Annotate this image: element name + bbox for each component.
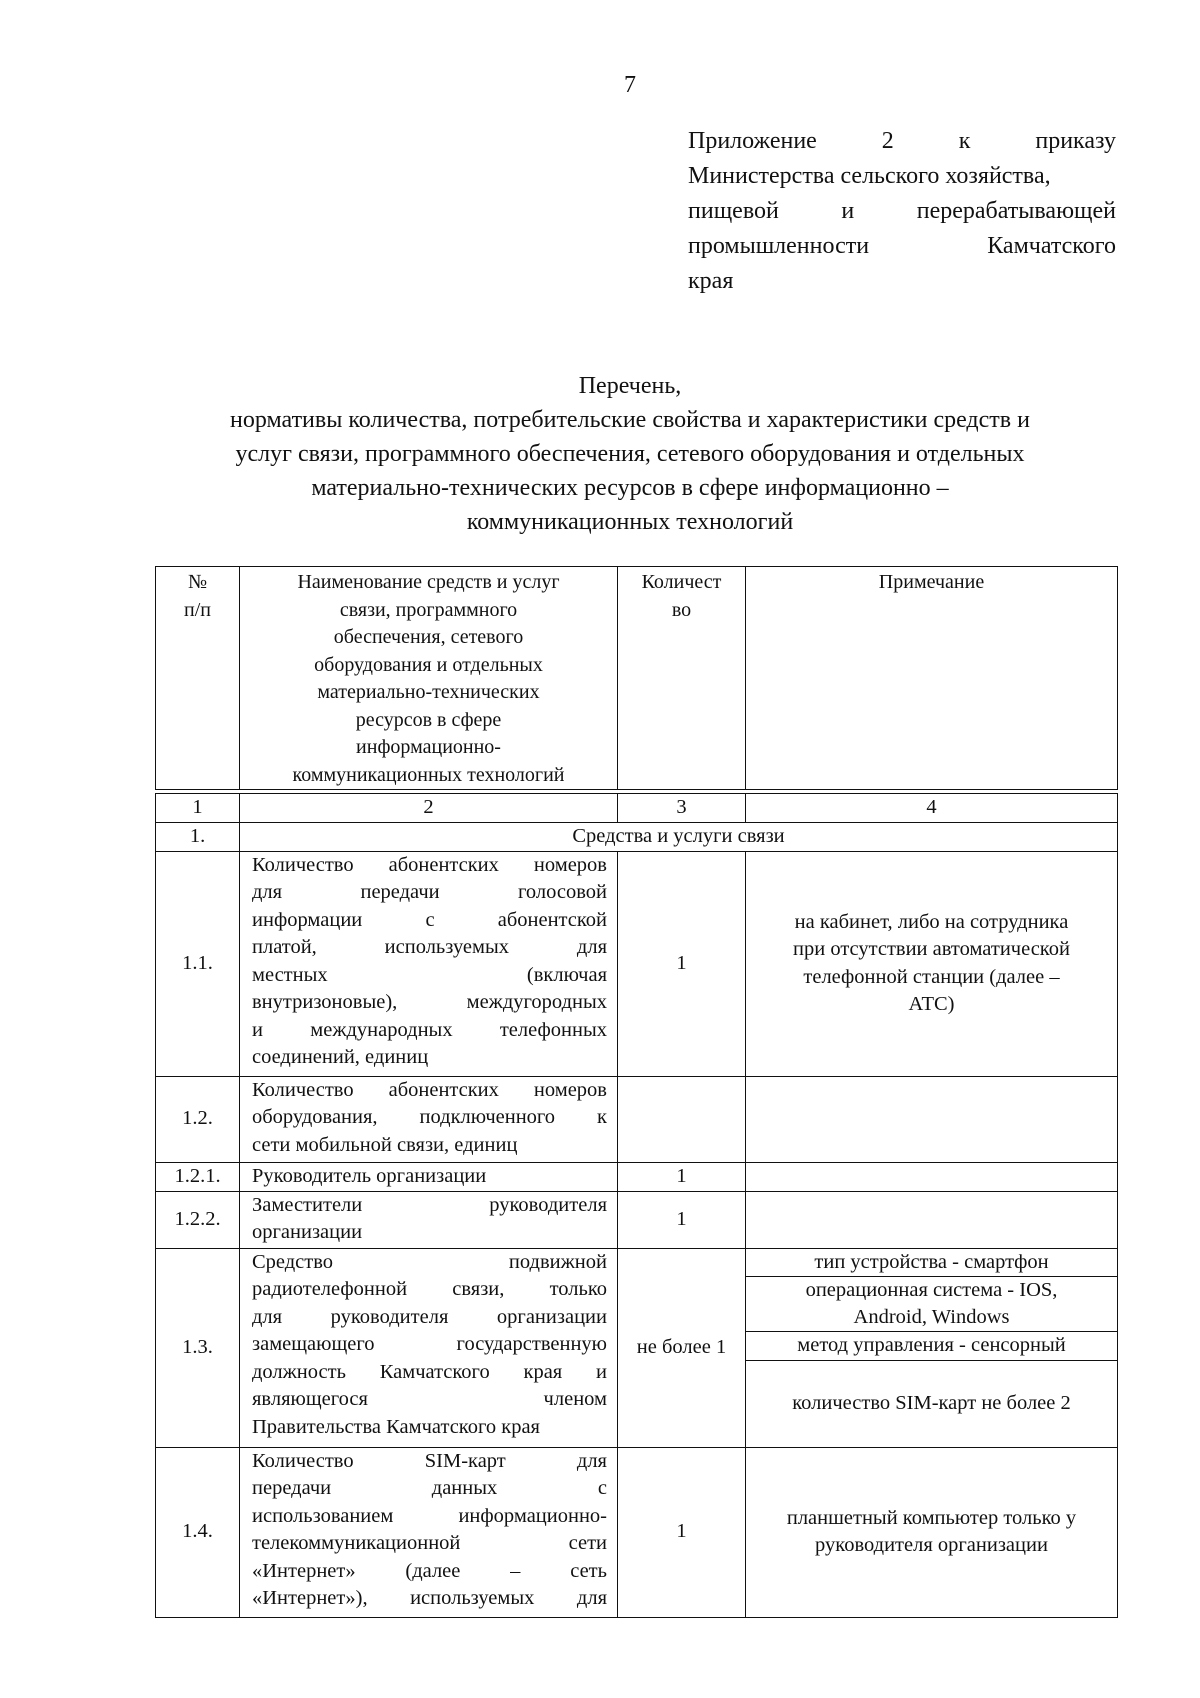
- appendix-word: Приложение: [688, 128, 817, 154]
- title-line: Перечень,: [578, 373, 682, 399]
- row-quantity: 1: [618, 1191, 746, 1248]
- section-title: Средства и услуги связи: [240, 822, 1118, 851]
- appendix-word: перерабатывающей: [916, 198, 1116, 224]
- appendix-line-5: края: [688, 268, 734, 294]
- appendix-note: [688, 124, 1116, 299]
- data-table: [155, 793, 1118, 1618]
- appendix-line-3: [688, 194, 1116, 229]
- header-col-quantity: Количест во: [618, 567, 746, 790]
- row-quantity: не более 1: [618, 1248, 746, 1447]
- column-number: 4: [746, 794, 1118, 823]
- row-note: на кабинет, либо на сотрудника при отсутствии автоматической телефонной станции (далее – АТС): [746, 851, 1118, 1076]
- row-name: Количество абонентских номеров оборудования, подключенного к сети мобильной связи, единиц: [240, 1076, 618, 1162]
- section-row: [156, 822, 1118, 851]
- note-device-type: тип устройства - смартфон: [746, 1249, 1117, 1277]
- note-sim-count: количество SIM-карт не более 2: [792, 1391, 1071, 1414]
- appendix-word: и: [841, 198, 855, 224]
- row-number: 1.4.: [156, 1447, 240, 1617]
- table-row: [156, 851, 1118, 1076]
- column-number: 1: [156, 794, 240, 823]
- row-number: 1.3.: [156, 1248, 240, 1447]
- title-line: коммуникационных технологий: [466, 509, 794, 535]
- column-numbers-row: [156, 794, 1118, 823]
- row-note: [746, 1076, 1118, 1162]
- appendix-word: 2: [881, 128, 894, 154]
- row-name: Заместители руководителя организации: [240, 1191, 618, 1248]
- row-note: [746, 1191, 1118, 1248]
- row-quantity: 1: [618, 1447, 746, 1617]
- table-header: [155, 566, 1118, 790]
- title-line: услуг связи, программного обеспечения, сетевого оборудования и отдельных: [235, 441, 1025, 467]
- note-control-method: метод управления - сенсорный: [746, 1332, 1117, 1361]
- row-quantity: 1: [618, 851, 746, 1076]
- table-row: [156, 1076, 1118, 1162]
- appendix-word: промышленности: [688, 233, 870, 259]
- appendix-word: к: [958, 128, 971, 154]
- row-number: 1.2.2.: [156, 1191, 240, 1248]
- row-name: Количество абонентских номеров для передачи голосовой информации с абонентской платой, используемых для местных (включая внутризоновые), междугородных и международных телефонных соединений, единиц: [240, 851, 618, 1076]
- appendix-word: Камчатского: [987, 233, 1116, 259]
- row-name: Средство подвижной радиотелефонной связи, только для руководителя организации замещающего государственную должность Камчатского края и являющегося членом Правительства Камчатского края: [240, 1248, 618, 1447]
- row-quantity: 1: [618, 1162, 746, 1191]
- column-number: 3: [618, 794, 746, 823]
- table-row: [156, 1248, 1118, 1447]
- page-number: 7: [624, 72, 636, 98]
- appendix-line-1: [688, 124, 1116, 159]
- row-quantity: [618, 1076, 746, 1162]
- row-name: Руководитель организации: [240, 1162, 618, 1191]
- header-col-name: Наименование средств и услуг связи, программного обеспечения, сетевого оборудования и отдельных материально-технических ресурсов в сфере информационно- коммуникационных технологий: [240, 567, 618, 790]
- appendix-word: пищевой: [688, 198, 779, 224]
- row-number: 1.1.: [156, 851, 240, 1076]
- table-row: [156, 1191, 1118, 1248]
- column-number: 2: [240, 794, 618, 823]
- appendix-line-4: [688, 229, 1116, 264]
- appendix-word: приказу: [1035, 128, 1116, 154]
- note-os: операционная система - IOS, Android, Windows: [746, 1277, 1117, 1332]
- row-note: [746, 1248, 1118, 1447]
- appendix-line-2: Министерства сельского хозяйства,: [688, 163, 1051, 189]
- title-line: материально-технических ресурсов в сфере информационно –: [311, 475, 949, 501]
- title-line: нормативы количества, потребительские свойства и характеристики средств и: [230, 407, 1030, 433]
- document-title: [130, 369, 1130, 539]
- section-number: 1.: [156, 822, 240, 851]
- table-row: [156, 1447, 1118, 1617]
- row-number: 1.2.1.: [156, 1162, 240, 1191]
- row-note: планшетный компьютер только у руководителя организации: [746, 1447, 1118, 1617]
- row-number: 1.2.: [156, 1076, 240, 1162]
- header-col-note: Примечание: [746, 567, 1118, 790]
- table-row: [156, 1162, 1118, 1191]
- header-col-number: № п/п: [156, 567, 240, 790]
- row-name: Количество SIM-карт для передачи данных с использованием информационно- телекоммуникационной сети «Интернет» (далее – сеть «Интернет»), используемых для: [240, 1447, 618, 1617]
- row-note: [746, 1162, 1118, 1191]
